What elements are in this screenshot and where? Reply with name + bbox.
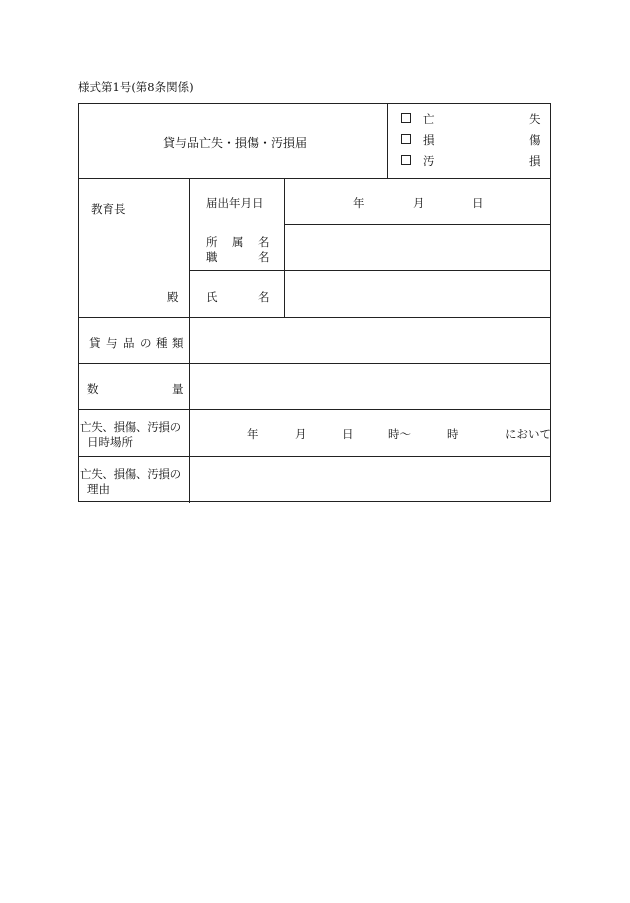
reason-label: 亡失、損傷、汚損の 理由 [80,467,181,496]
checkbox-icon[interactable] [401,134,411,144]
checkbox-icon[interactable] [401,155,411,165]
affiliation-field[interactable] [285,225,550,270]
addressee-label: 教育長 [91,202,126,216]
checklist [401,111,541,171]
affiliation-label: 所 属 名 職 名 [206,235,270,264]
name-label: 氏 名 [206,290,270,304]
checklist-item-damage[interactable]: 損 傷 [401,132,541,148]
datetime-place-field[interactable]: 年 月 日 時〜 時 において [247,427,551,441]
reason-field[interactable] [190,457,550,501]
divider [387,104,388,178]
checklist-item-loss[interactable]: 亡 失 [401,111,541,127]
form-title: 貸与品亡失・損傷・汚損届 [163,136,308,150]
addressee-honorific: 殿 [167,290,179,304]
form-number-caption: 様式第1号(第8条関係) [78,80,194,94]
name-field[interactable] [285,271,550,317]
checkbox-icon[interactable] [401,113,411,123]
quantity-label: 数 量 [87,382,184,396]
submission-date-field[interactable]: 年 月 日 [353,196,484,210]
submission-date-label: 届出年月日 [206,196,264,210]
quantity-field[interactable] [190,364,550,409]
item-type-label: 貸 与 品 の 種 類 [89,336,184,350]
checklist-item-soiled[interactable]: 汚 損 [401,153,541,169]
datetime-place-label: 亡失、損傷、汚損の 日時場所 [80,420,181,449]
item-type-field[interactable] [190,318,550,363]
report-form [78,103,551,502]
